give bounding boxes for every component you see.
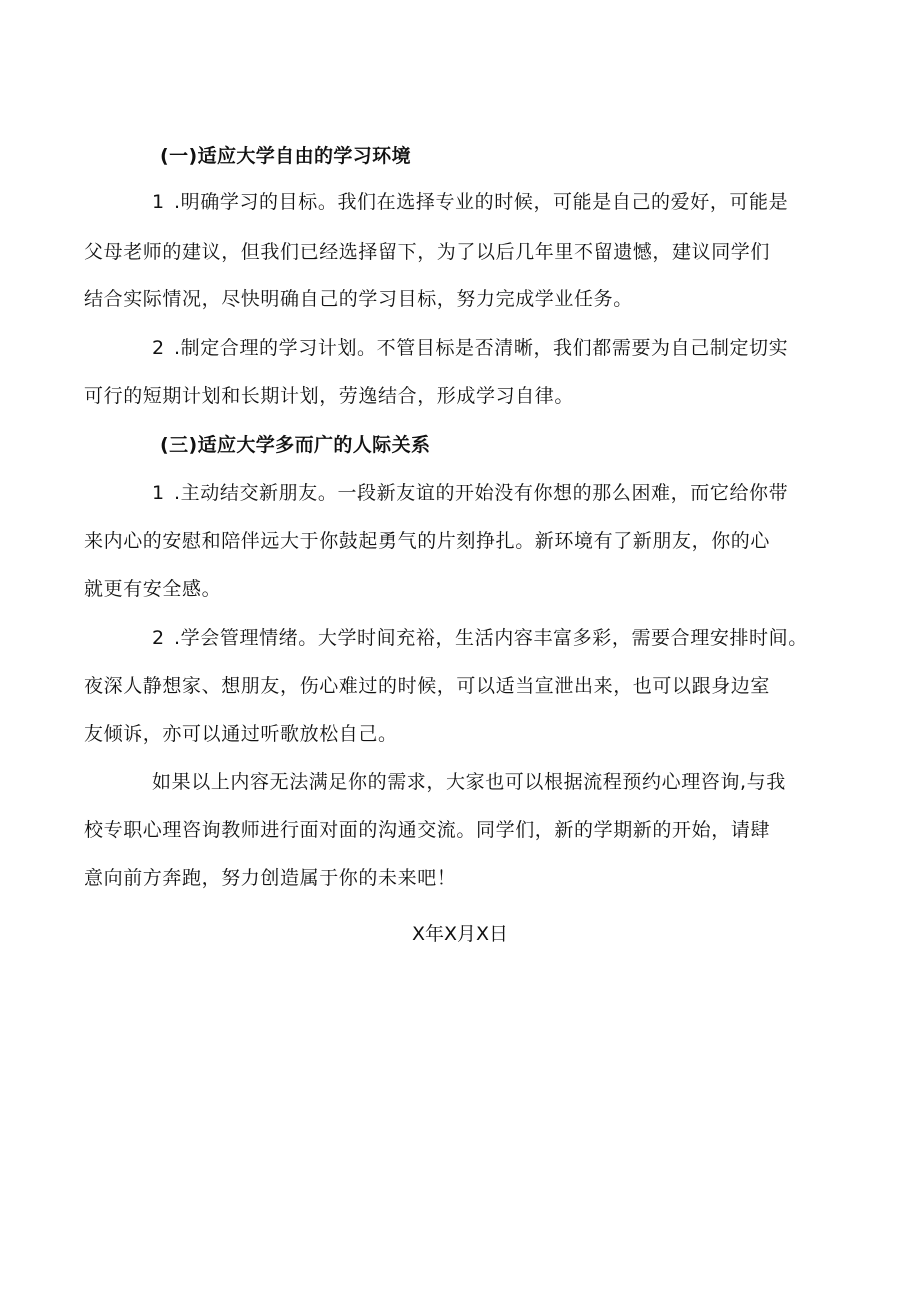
paragraph-line: 结合实际情况，尽快明确自己的学习目标，努力完成学业任务。 [84, 288, 633, 310]
paragraph-line: 意向前方奔跑，努力创造属于你的未来吧！ [84, 867, 457, 889]
paragraph-line: 友倾诉，亦可以通过听歌放松自己。 [84, 723, 398, 745]
section-heading: (一)适应大学自由的学习环境 [160, 145, 411, 167]
paragraph-line: 就更有安全感。 [84, 578, 222, 600]
paragraph-line: .制定合理的学习计划。不管目标是否清晰，我们都需要为自己制定切实 [174, 337, 789, 359]
item-number: 2 [152, 337, 165, 359]
paragraph-line: .主动结交新朋友。一段新友谊的开始没有你想的那么困难，而它给你带 [174, 482, 789, 504]
paragraph-line: 夜深人静想家、想朋友，伤心难过的时候，可以适当宣泄出来，也可以跟身边室 [84, 675, 771, 697]
item-number: 1 [152, 191, 165, 213]
list-item [152, 480, 788, 506]
paragraph-line: 校专职心理咨询教师进行面对面的沟通交流。同学们，新的学期新的开始，请肆 [84, 819, 771, 841]
date-line: X年X月X日 [411, 923, 509, 945]
paragraph-line: 父母老师的建议，但我们已经选择留下，为了以后几年里不留遗憾，建议同学们 [84, 241, 771, 263]
paragraph-line: 可行的短期计划和长期计划，劳逸结合，形成学习自律。 [84, 385, 575, 407]
paragraph-line: 来内心的安慰和陪伴远大于你鼓起勇气的片刻挣扎。新环境有了新朋友，你的心 [84, 530, 771, 552]
item-number: 1 [152, 482, 165, 504]
paragraph-line: 如果以上内容无法满足你的需求，大家也可以根据流程预约心理咨询,与我 [152, 771, 786, 793]
list-item [152, 625, 808, 651]
paragraph-line: .学会管理情绪。大学时间充裕，生活内容丰富多彩，需要合理安排时间。 [174, 627, 808, 649]
paragraph-line: .明确学习的目标。我们在选择专业的时候，可能是自己的爱好，可能是 [174, 191, 789, 213]
list-item [152, 335, 788, 361]
item-number: 2 [152, 627, 165, 649]
list-item [152, 189, 788, 215]
section-heading: (三)适应大学多而广的人际关系 [160, 434, 431, 456]
